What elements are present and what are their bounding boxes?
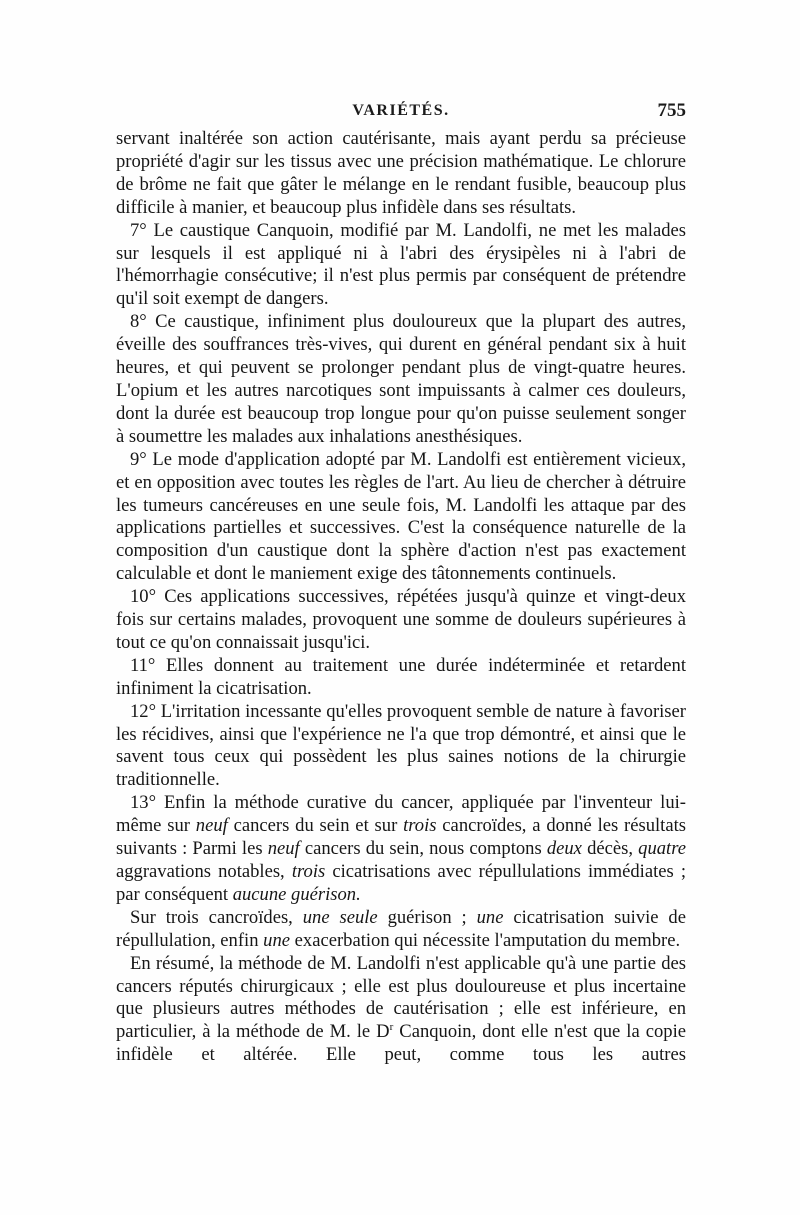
- text-run: Canquoin, dont elle n'est que la copie infidèle et altérée. Elle peut, comme tous les autres: [116, 1021, 686, 1066]
- text-run: 10° Ces applications successives, répétées jusqu'à quinze et vingt-deux fois sur certains malades, provoquent une somme de douleurs supérieures à tout ce qu'on connaissait jusqu'ici.: [116, 586, 686, 653]
- text-run: guérison ;: [377, 906, 477, 928]
- text-run: cancers du sein, nous comptons: [299, 838, 547, 860]
- superscript-text: r: [389, 1021, 394, 1034]
- text-run: cicatrisations avec répullulations immédiates ; par conséquent: [116, 861, 686, 905]
- text-run: 12° L'irritation incessante qu'elles provoquent semble de nature à favoriser les récidives, ainsi que l'expérience ne l'a que trop démontré, et ainsi que le savent tous ceux qui possèdent les plus saines notions de la chirurgie traditionnelle.: [116, 700, 686, 791]
- italic-text: neuf: [267, 838, 300, 860]
- text-run: Sur trois cancroïdes,: [130, 906, 303, 928]
- italic-text: deux: [546, 838, 582, 860]
- page-number: 755: [657, 100, 686, 121]
- italic-text: aucune guérison.: [232, 883, 361, 905]
- paragraph-p11: [116, 655, 686, 701]
- running-head-title: VARIÉTÉS.: [352, 102, 450, 119]
- text-run: cancroïdes, a donné les résultats suivants : Parmi les: [116, 815, 686, 860]
- text-run: exacerbation qui nécessite l'amputation du membre.: [290, 929, 681, 951]
- running-head: [116, 102, 686, 126]
- italic-text: neuf: [195, 815, 228, 837]
- text-run: cicatrisation suivie de répullulation, enfin: [116, 906, 686, 951]
- text-run: 11° Elles donnent au traitement une durée indéterminée et retardent infiniment la cicatrisation.: [116, 654, 686, 699]
- italic-text: une: [476, 906, 504, 928]
- text-run: 8° Ce caustique, infiniment plus douloureux que la plupart des autres, éveille des souffrances très-vives, qui durent en général pendant six à huit heures, et qui peuvent se prolonger pendant plus de vingt-quatre heures. L'opium et les autres narcotiques sont impuissants à calmer ces douleurs, dont la durée est beaucoup trop longue pour qu'on puisse seulement songer à soumettre les malades aux inhalations anesthésiques.: [116, 311, 686, 447]
- text-run: aggravations notables,: [116, 861, 292, 882]
- italic-text: une seule: [302, 906, 378, 928]
- text-run: cancers du sein et sur: [227, 815, 404, 837]
- text-run: En résumé, la méthode de M. Landolfi n'est applicable qu'à une partie des cancers réputés chirurgicaux ; elle est plus douloureuse et plus incertaine que plusieurs autres méthodes de cautérisation ; elle est inférieure, en particulier, à la méthode de M. le D: [116, 952, 686, 1043]
- text-run: décès,: [581, 838, 639, 860]
- paragraph-p0: [116, 128, 686, 220]
- paragraph-p14: [116, 953, 686, 1068]
- text-run: 7° Le caustique Canquoin, modifié par M. Landolfi, ne met les malades sur lesquels il est appliqué ni à l'abri des érysipèles ni à l'abri de l'hémorrhagie consécutive; il n'est plus permis par conséquent de prétendre qu'il soit exempt de dangers.: [116, 219, 686, 310]
- paragraph-p7: [116, 220, 686, 312]
- paragraph-p8: [116, 311, 686, 448]
- italic-text: une: [263, 929, 291, 951]
- text-run: servant inaltérée son action cautérisante, mais ayant perdu sa précieuse propriété d'agir sur les tissus avec une précision mathématique. Le chlorure de brôme ne fait que gâter le mélange en le rendant fusible, beaucoup plus difficile à manier, et beaucoup plus infidèle dans ses résultats.: [116, 128, 686, 218]
- body-text: [116, 128, 686, 1067]
- paragraph-p13b: [116, 907, 686, 953]
- text-run: 13° Enfin la méthode curative du cancer, appliquée par l'inventeur lui-même sur: [116, 792, 686, 837]
- paragraph-p13: [116, 792, 686, 907]
- italic-text: quatre: [638, 838, 686, 860]
- italic-text: trois: [291, 861, 326, 882]
- paragraph-p9: [116, 449, 686, 586]
- italic-text: trois: [403, 815, 437, 837]
- paragraph-p12: [116, 701, 686, 793]
- paragraph-p10: [116, 586, 686, 655]
- text-run: 9° Le mode d'application adopté par M. Landolfi est entièrement vicieux, et en opposition avec toutes les règles de l'art. Au lieu de chercher à détruire les tumeurs cancéreuses en une seule fois, M. Landolfi les attaque par des applications partielles et successives. C'est la conséquence naturelle de la composition d'un caustique dont la sphère d'action n'est pas exactement calculable et dont le maniement exige des tâtonnements continuels.: [116, 448, 686, 585]
